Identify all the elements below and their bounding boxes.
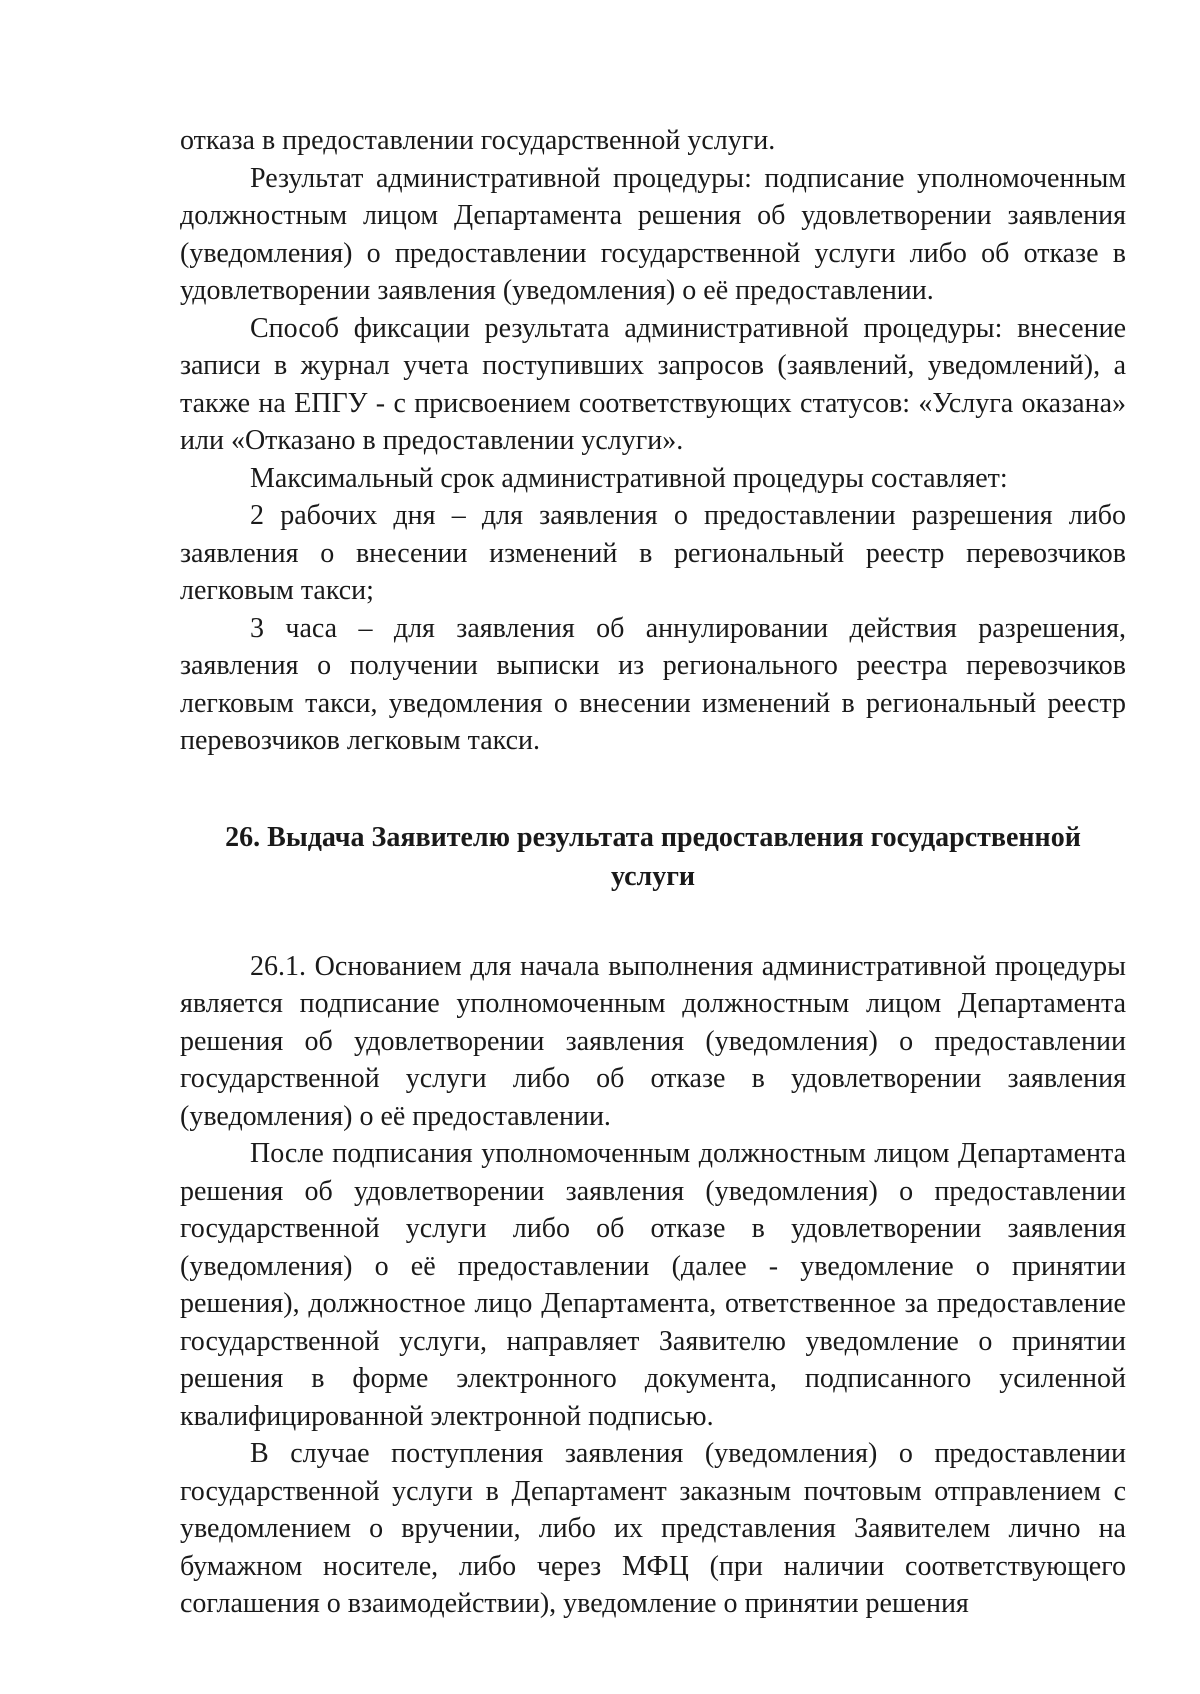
paragraph-continuation: отказа в предоставлении государственной услуги.	[180, 125, 776, 156]
paragraph-three-hours: 3 часа – для заявления об аннулировании действия разрешения, заявления о получении выписки из регионального реестра перевозчиков легковым такси, уведомления о внесении изменений в региональный реестр перевозчиков легковым такси.	[180, 612, 1126, 756]
paragraph-max-term: Максимальный срок административной процедуры составляет:	[250, 462, 1008, 494]
paragraph-26-1: 26.1. Основанием для начала выполнения административной процедуры является подписание уполномоченным должностным лицом Департамента решения об удовлетворении заявления (уведомления) о предоставлении государственной услуги либо об отказе в удовлетворении заявления (уведомления) о её предоставлении.	[180, 950, 1126, 1132]
paragraph-postal-case: В случае поступления заявления (уведомления) о предоставлении государственной услуги в Департамент заказным почтовым отправлением с уведомлением о вручении, либо их представления Заявителем лично на бумажном носителе, либо через МФЦ (при наличии соответствующего соглашения о взаимодействии), уведомление о принятии решения	[180, 1438, 1126, 1619]
section-heading: 26. Выдача Заявителю результата предоставления государственной услуги	[225, 821, 1081, 892]
paragraph-fixation-method: Способ фиксации результата административной процедуры: внесение записи в журнал учета поступивших запросов (заявлений, уведомлений), а также на ЕПГУ - с присвоением соответствующих статусов: «Услуга оказана» или «Отказано в предоставлении услуги».	[180, 312, 1126, 456]
document-body	[180, 122, 1126, 1623]
paragraph-procedure-result: Результат административной процедуры: подписание уполномоченным должностным лицом Департамента решения об удовлетворении заявления (уведомления) о предоставлении государственной услуги либо об отказе в удовлетворении заявления (уведомления) о её предоставлении.	[180, 162, 1126, 306]
paragraph-after-signing: После подписания уполномоченным должностным лицом Департамента решения об удовлетворении заявления (уведомления) о предоставлении государственной услуги либо об отказе в удовлетворении заявления (уведомления) о её предоставлении (далее - уведомление о принятии решения), должностное лицо Департамента, ответственное за предоставление государственной услуги, направляет Заявителю уведомление о принятии решения в форме электронного документа, подписанного усиленной квалифицированной электронной подписью.	[180, 1138, 1126, 1432]
paragraph-two-days: 2 рабочих дня – для заявления о предоставлении разрешения либо заявления о внесении изменений в региональный реестр перевозчиков легковым такси;	[180, 500, 1126, 606]
